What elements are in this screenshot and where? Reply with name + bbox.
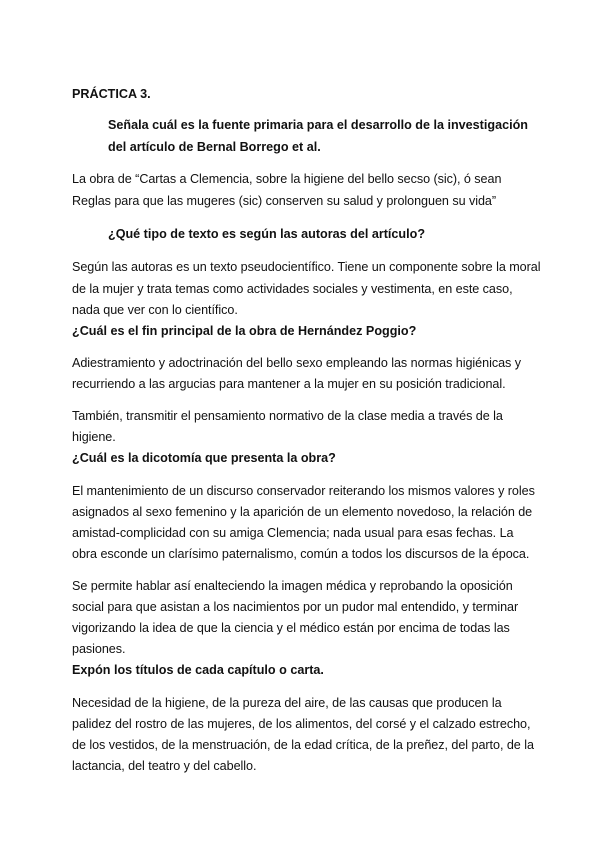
- answer-2-line-3: nada que ver con lo científico.: [72, 303, 238, 317]
- question-2-line-1: ¿Qué tipo de texto es según las autoras del artículo?: [108, 227, 426, 241]
- page-title: PRÁCTICA 3.: [72, 87, 151, 101]
- answer-1-line-2: Reglas para que las mugeres (sic) conserven su salud y prolonguen su vida”: [72, 194, 497, 208]
- question-1-line-1: Señala cuál es la fuente primaria para el desarrollo de la investigación: [108, 118, 528, 132]
- answer-3-para-1-line-1: Adiestramiento y adoctrinación del bello sexo empleando las normas higiénicas y: [72, 356, 521, 370]
- answer-2-line-1: Según las autoras es un texto pseudocientífico. Tiene un componente sobre la moral: [72, 260, 541, 274]
- question-1-line-2: del artículo de Bernal Borrego et al.: [108, 140, 321, 154]
- answer-4-para-1-line-1: El mantenimiento de un discurso conservador reiterando los mismos valores y roles: [72, 484, 535, 498]
- answer-5-line-2: palidez del rostro de las mujeres, de los alimentos, del corsé y el calzado estrecho,: [72, 717, 531, 731]
- answer-3-para-2-line-2: higiene.: [72, 430, 116, 444]
- answer-4-para-2-line-1: Se permite hablar así enalteciendo la imagen médica y reprobando la oposición: [72, 579, 513, 593]
- question-4-line-1: ¿Cuál es la dicotomía que presenta la obra?: [72, 451, 336, 465]
- question-5-line-1: Expón los títulos de cada capítulo o carta.: [72, 663, 324, 677]
- answer-5-line-4: lactancia, del teatro y del cabello.: [72, 759, 257, 773]
- answer-2-line-2: de la mujer y trata temas como actividades sociales y vestimenta, en este caso,: [72, 282, 513, 296]
- answer-4-para-1-line-2: asignados al sexo femenino y la aparición de un elemento novedoso, la relación de: [72, 505, 533, 519]
- answer-5-line-1: Necesidad de la higiene, de la pureza del aire, de las causas que producen la: [72, 696, 502, 710]
- answer-3-para-1-line-2: recurriendo a las argucias para mantener a la mujer en su posición tradicional.: [72, 377, 506, 391]
- answer-3-para-2-line-1: También, transmitir el pensamiento normativo de la clase media a través de la: [72, 409, 503, 423]
- answer-4-para-2-line-2: social para que asistan a los nacimientos por un pudor mal entendido, y terminar: [72, 600, 519, 614]
- answer-4-para-1-line-3: amistad-complicidad con su amiga Clemencia; nada usual para esas fechas. La: [72, 526, 514, 540]
- answer-4-para-2-line-4: pasiones.: [72, 642, 126, 656]
- answer-4-para-2-line-3: vigorizando la idea de que la ciencia y el médico están por encima de todas las: [72, 621, 510, 635]
- answer-4-para-1-line-4: obra esconde un clarísimo paternalismo, común a todos los discursos de la época.: [72, 547, 530, 561]
- question-3-line-1: ¿Cuál es el fin principal de la obra de Hernández Poggio?: [72, 324, 417, 338]
- answer-5-line-3: de los vestidos, de la menstruación, de la edad crítica, de la preñez, del parto, de la: [72, 738, 534, 752]
- answer-1-line-1: La obra de “Cartas a Clemencia, sobre la higiene del bello secso (sic), ó sean: [72, 172, 502, 186]
